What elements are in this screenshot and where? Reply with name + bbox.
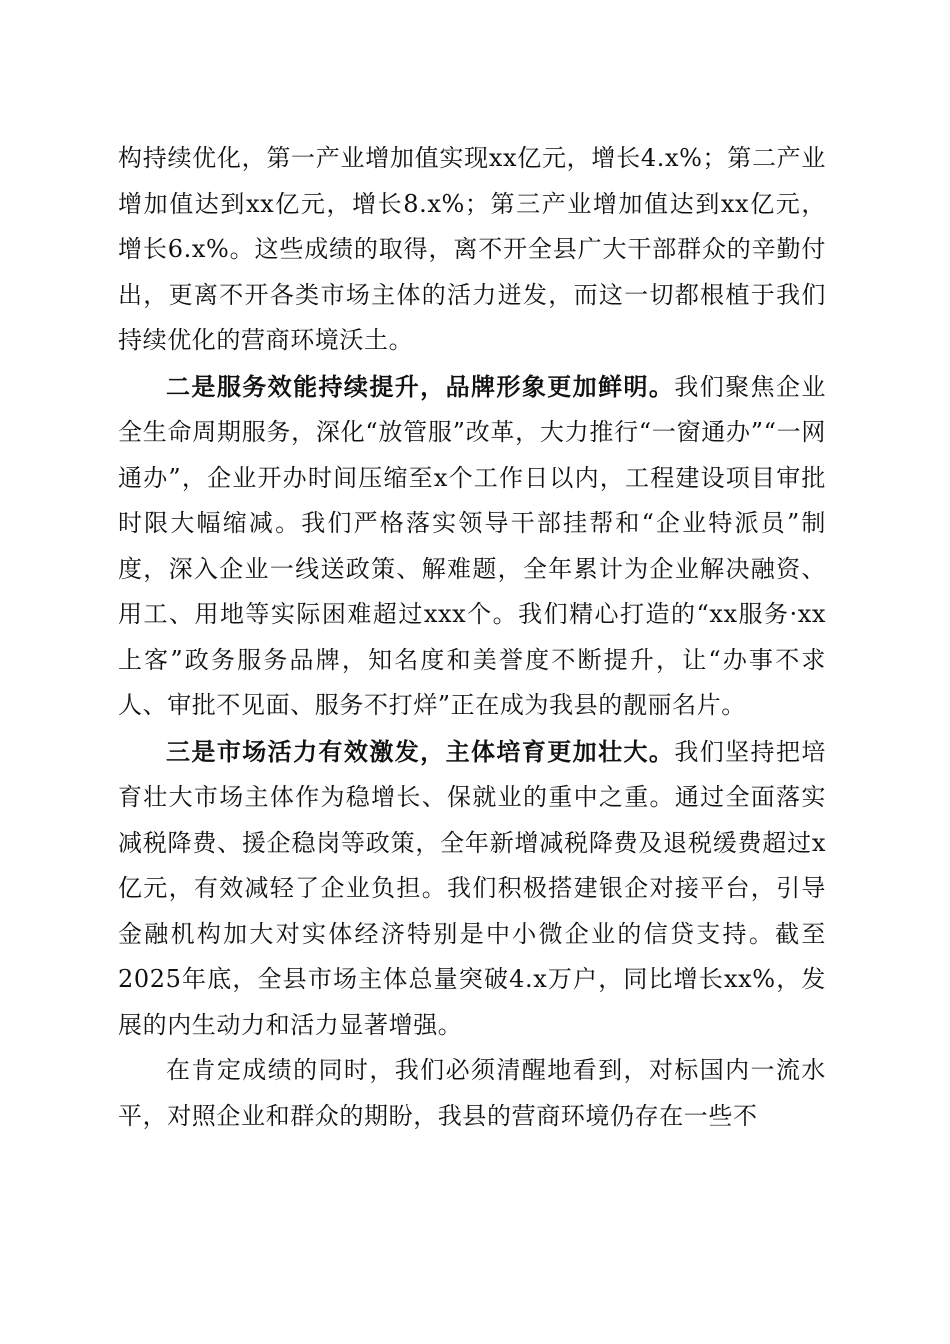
paragraph-market-vitality	[118, 729, 826, 1049]
paragraph-text: 在肯定成绩的同时，我们必须清醒地看到，对标国内一流水平，对照企业和群众的期盼，我县的营商环境仍存在一些不	[118, 1056, 826, 1130]
paragraph-service-efficiency	[118, 364, 826, 729]
paragraph-lead-heading: 二是服务效能持续提升，品牌形象更加鲜明。	[166, 371, 675, 401]
paragraph-lead-heading: 三是市场活力有效激发，主体培育更加壮大。	[166, 736, 675, 766]
paragraph-text: 构持续优化，第一产业增加值实现xx亿元，增长4.x%；第二产业增加值达到xx亿元，增长8.x%；第三产业增加值达到xx亿元，增长6.x%。这些成绩的取得，离不开全县广大干部群众的辛勤付出，更离不开各类市场主体的活力迸发，而这一切都根植于我们持续优化的营商环境沃土。	[118, 144, 826, 354]
paragraph-shortcomings	[118, 1048, 826, 1139]
document-page	[118, 136, 826, 1139]
paragraph-economic-structure	[118, 136, 826, 364]
paragraph-text: 我们坚持把培育壮大市场主体作为稳增长、保就业的重中之重。通过全面落实减税降费、援企稳岗等政策，全年新增减税降费及退税缓费超过x亿元，有效减轻了企业负担。我们积极搭建银企对接平台，引导金融机构加大对实体经济特别是中小微企业的信贷支持。截至2025年底，全县市场主体总量突破4.x万户，同比增长xx%，发展的内生动力和活力显著增强。	[118, 737, 826, 1039]
paragraph-text: 我们聚焦企业全生命周期服务，深化“放管服”改革，大力推行“一窗通办”“一网通办”，企业开办时间压缩至x个工作日以内，工程建设项目审批时限大幅缩减。我们严格落实领导干部挂帮和“企业特派员”制度，深入企业一线送政策、解难题，全年累计为企业解决融资、用工、用地等实际困难超过xxx个。我们精心打造的“xx服务·xx上客”政务服务品牌，知名度和美誉度不断提升，让“办事不求人、审批不见面、服务不打烊”正在成为我县的靓丽名片。	[118, 372, 826, 719]
